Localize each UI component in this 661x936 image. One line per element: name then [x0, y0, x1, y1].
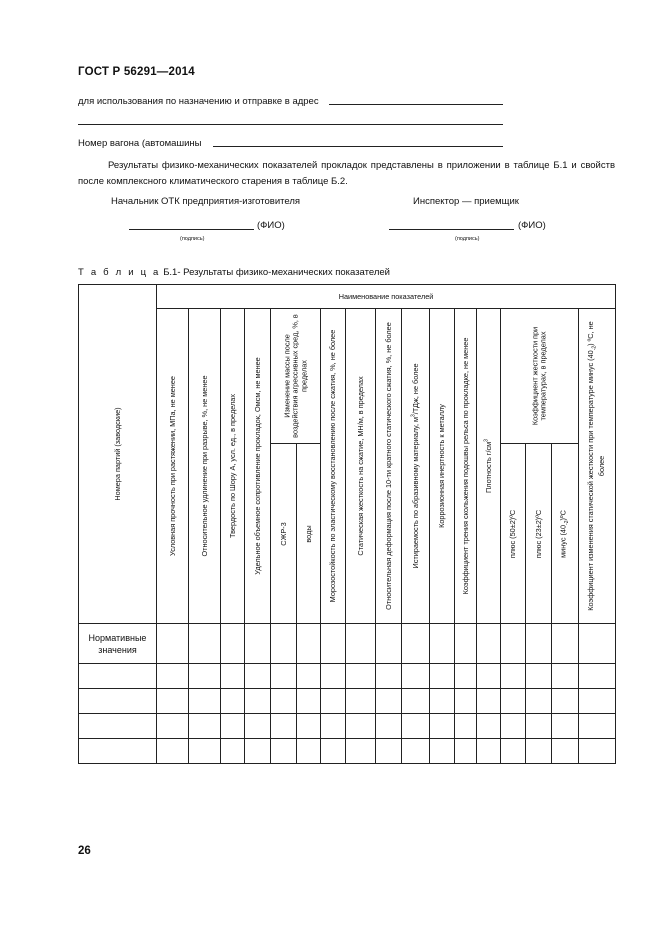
col-header-water: воды — [297, 444, 321, 624]
results-paragraph: Результаты физико-механических показателей прокладок представлены в приложении в таблице Б.1 и свойств после комплексного климатического старения в таблице Б.2. — [78, 160, 615, 187]
table-caption-prefix: Т а б л и ц а — [78, 267, 161, 278]
address-continuation-line — [78, 124, 503, 125]
col-header-hardness: Твердость по Шору А, усл. ед., в пределах — [221, 309, 245, 624]
col-header-mass-group: Изменение массы после воздействия агрессивных сред, %, в пределах — [271, 309, 321, 444]
normative-row-label: Нормативные значения — [79, 624, 157, 664]
table-row — [79, 689, 616, 714]
right-signature-title: Инспектор — приемщик — [413, 196, 519, 207]
col-header-plus50: плюс (50±2)ºС — [501, 444, 526, 624]
col-header-stiffness-group: Коэффициент жесткости при температурах, в пределах — [501, 309, 579, 444]
wagon-number-label: Номер вагона (автомашины — [78, 138, 202, 149]
table-caption-text: Б.1- Результаты физико-механических показателей — [163, 267, 390, 278]
col-header-elongation: Относительное удлинение при разрыве, %, не менее — [189, 309, 221, 624]
table-row — [79, 739, 616, 764]
table-row — [79, 714, 616, 739]
col-header-szhr: СЖР-3 — [271, 444, 297, 624]
left-signature-line — [129, 229, 254, 230]
col-header-density: Плотность $г/см^3$ — [477, 309, 501, 624]
document-header: ГОСТ Р 56291—2014 — [78, 66, 195, 78]
table-row — [79, 624, 616, 664]
fio-right: (ФИО) — [518, 220, 546, 231]
col-header-abrasion: Истираемость по абразивному материалу, $м^3$/ТДж, не более — [402, 309, 430, 624]
page-number: 26 — [78, 845, 91, 857]
signature-hint-left: (подпись) — [180, 236, 205, 242]
address-label: для использования по назначению и отправке в адрес — [78, 96, 319, 107]
col-header-deform: Относительная деформация после 10-ти кратного статического сжатия, %, не более — [376, 309, 402, 624]
left-signature-title: Начальник ОТК предприятия-изготовителя — [111, 196, 301, 207]
address-blank-line — [329, 104, 503, 105]
col-header-friction: Коэффициент трения скольжения подошвы рельса по прокладке, не менее — [455, 309, 477, 624]
fio-left: (ФИО) — [257, 220, 285, 231]
col-header-static: Статическая жесткость на сжатие, МН/м, в пределах — [346, 309, 376, 624]
table-row — [79, 664, 616, 689]
col-header-minus40: минус $(40_{-2})ºС$ — [552, 444, 579, 624]
col-header-plus23: плюс (23±2)ºС — [526, 444, 552, 624]
col-header-resistance: Удельное объемное сопротивление прокладок, Омсм, не менее — [245, 309, 271, 624]
group-header-indicators: Наименование показателей — [157, 285, 616, 309]
results-table — [78, 284, 616, 764]
right-signature-line — [389, 229, 514, 230]
wagon-number-line — [213, 146, 503, 147]
signature-hint-right: (подпись) — [455, 236, 480, 242]
col-header-partii: Номера партий (заводские) — [79, 285, 157, 624]
col-header-frost: Морозостойкость по эластическому восстановлению после сжатия, %, не более — [321, 309, 346, 624]
col-header-coefficient: Коэффициент изменения статической жесткости при температуре минус $(40_{-2})$ ºС, не более — [579, 309, 616, 624]
col-header-strength: Условная прочность при растяжении, МПа, не менее — [157, 309, 189, 624]
table-caption — [78, 267, 390, 278]
col-header-corrosion: Коррозионная инертность к металлу — [430, 309, 455, 624]
